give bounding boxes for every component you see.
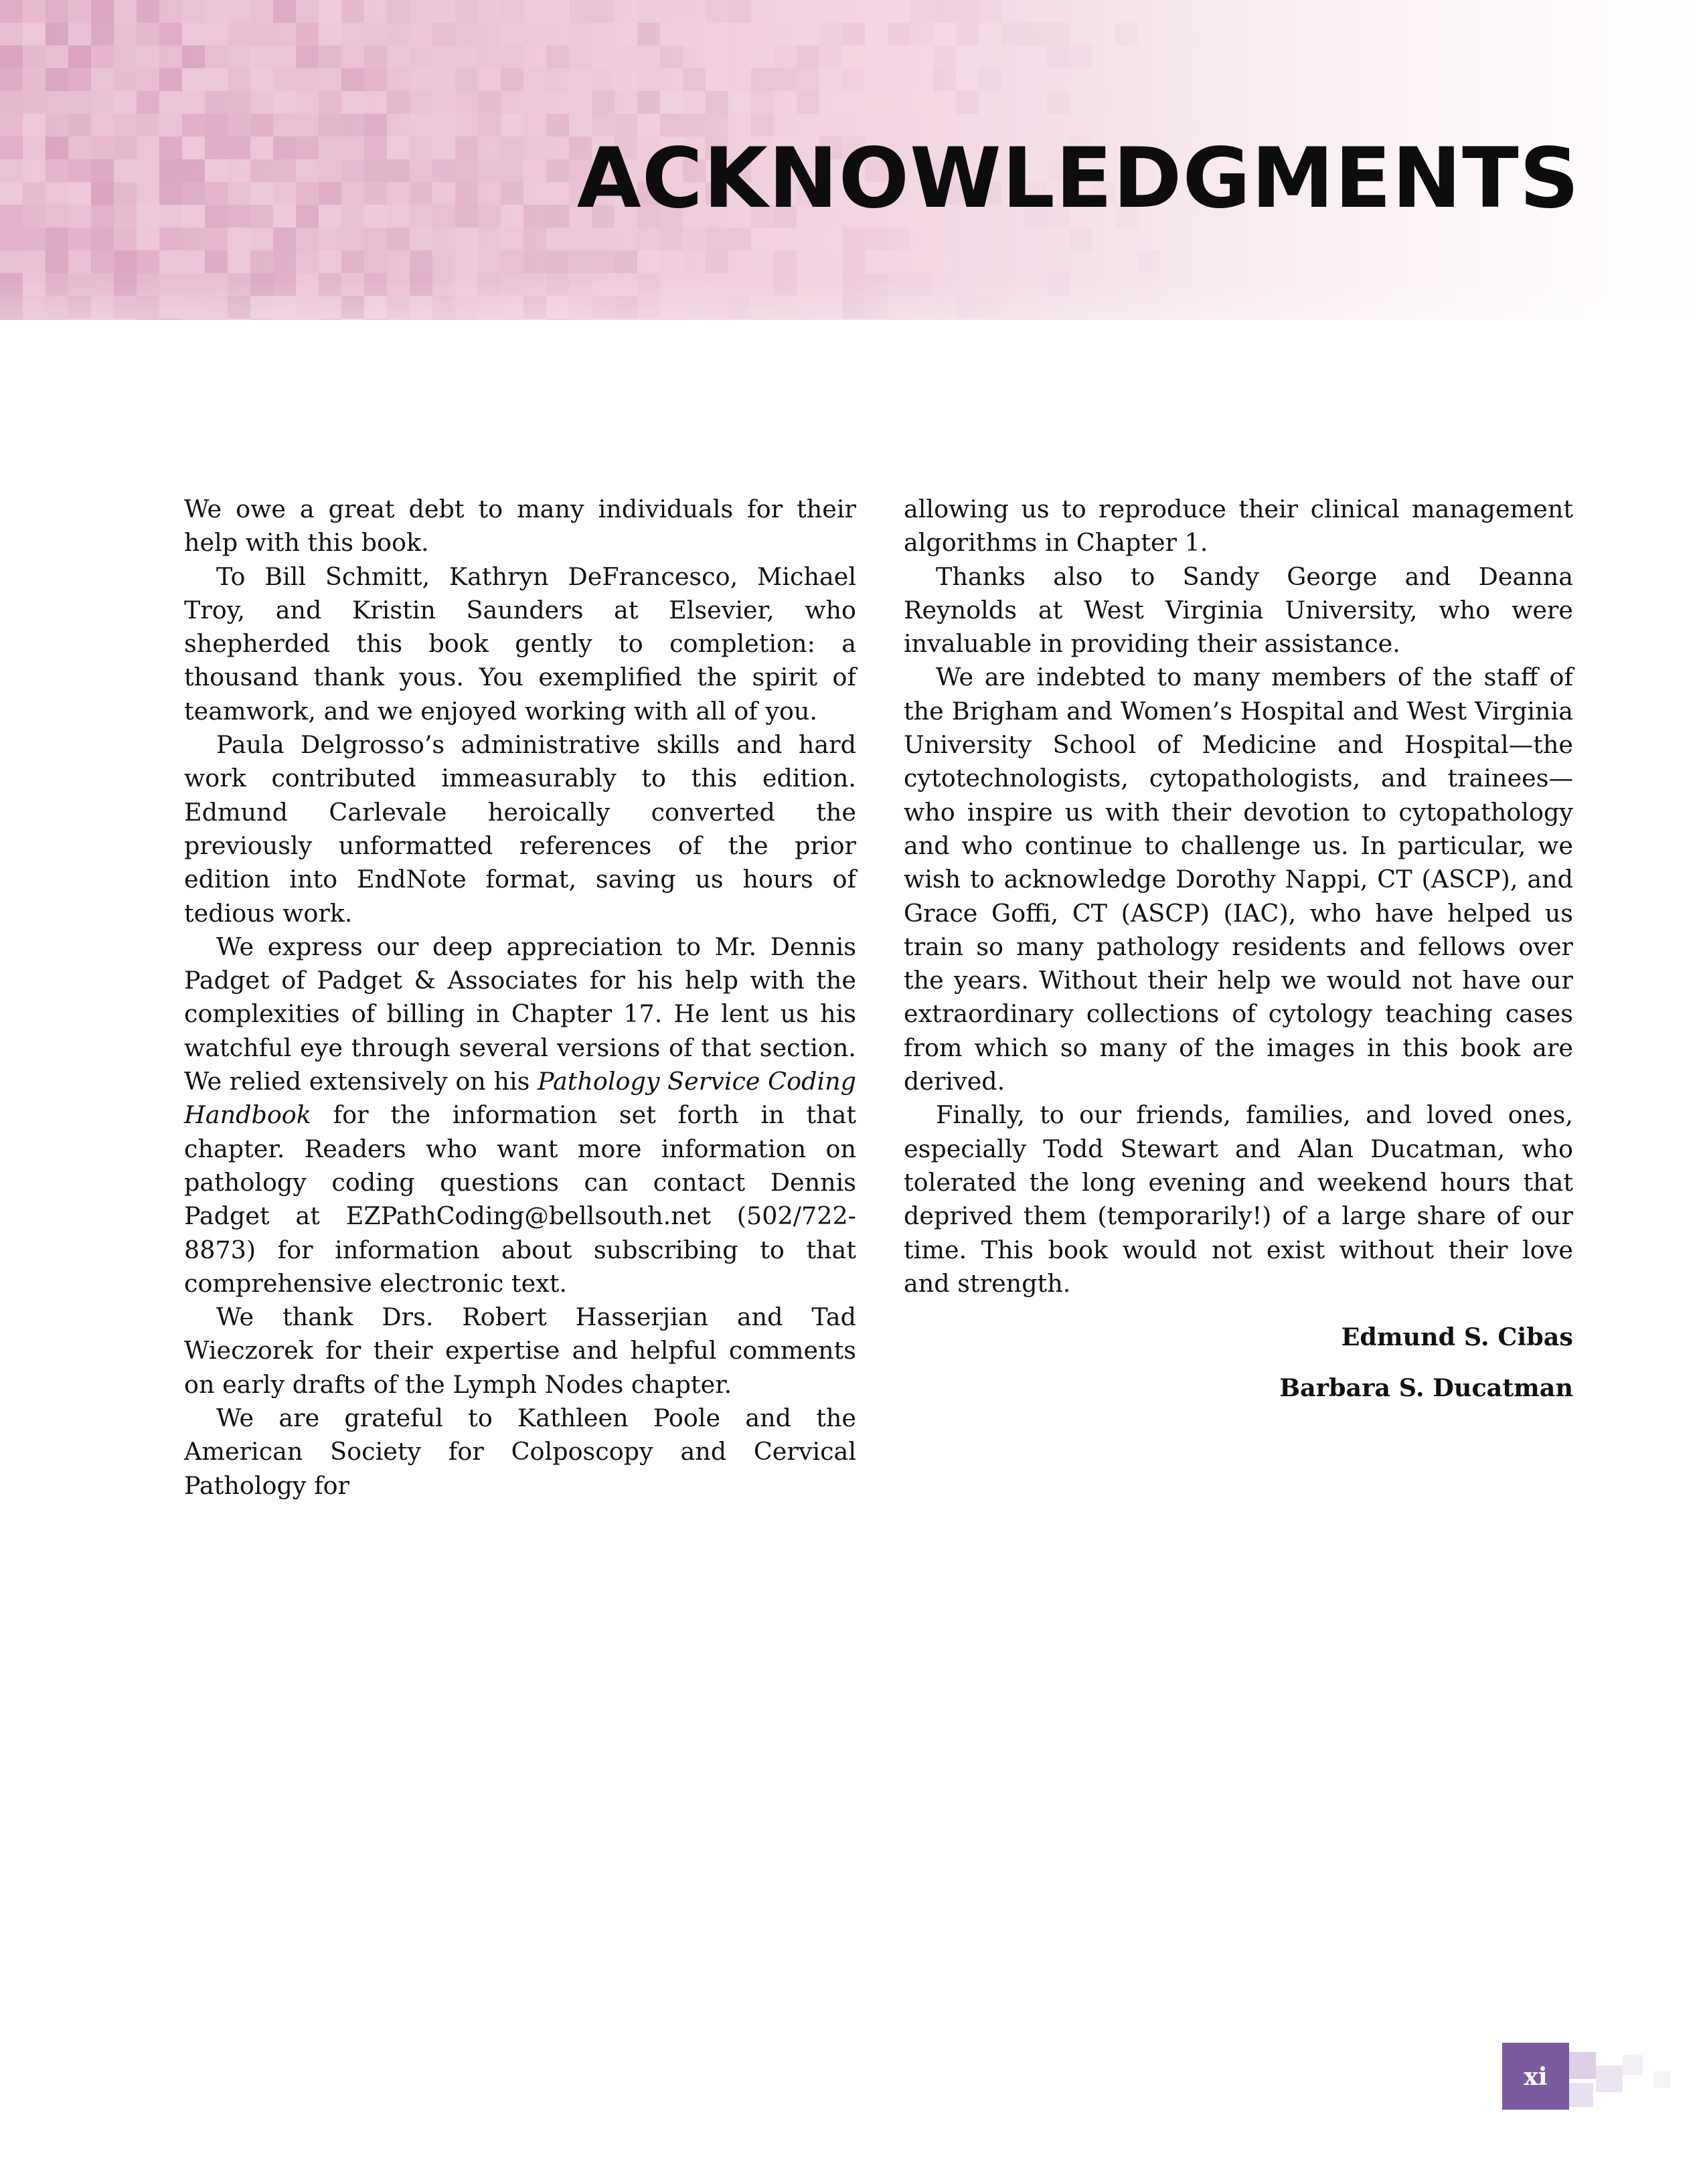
signature-name: Edmund S. Cibas — [1341, 1323, 1573, 1352]
page-title: ACKNOWLEDGMENTS — [576, 131, 1580, 227]
header-band — [0, 0, 1707, 320]
page-number: xi — [1524, 2063, 1548, 2091]
paragraph: We are indebted to many members of the staff of the Brigham and Women’s Hospital and West Virginia University School of Medicine and Hospital—the cytotechnologists, cytopathologists, and trainees—who inspire us with their devotion to cytopathology and who continue to challenge us. In particular, we wish to acknowledge Dorothy Nappi, CT (ASCP), and Grace Goffi, CT (ASCP) (IAC), who have helped us train so many pathology residents and fellows over the years. Without their help we would not have our extraordinary collections of cytology teaching cases from which so many of the images in this book are derived. — [904, 663, 1573, 1096]
signature-name: Barbara S. Ducatman — [1279, 1373, 1573, 1403]
right-column — [904, 493, 1573, 1422]
paragraph: We thank Drs. Robert Hasserjian and Tad Wieczorek for their expertise and helpful comments on early drafts of the Lymph Nodes chapter. — [184, 1303, 856, 1399]
paragraph-padget: We express our deep appreciation to Mr. Dennis Padget of Padget & Associates for his help with the complexities of billing in Chapter 17. He lent us his watchful eye through several versions of that section. We relied extensively on his Pathology Service Coding Handbook for the information set forth in that chapter. Readers who want more information on pathology coding questions can contact Dennis Padget at EZPathCoding@bellsouth.​net (502/722-8873) for information about subscribing to that comprehensive electronic text. — [184, 932, 856, 1298]
paragraph: We are grateful to Kathleen Poole and the American Society for Colposcopy and Cervical Pathology for — [184, 1404, 856, 1500]
left-column — [184, 493, 856, 1503]
book-title: Pathology Service Coding Handbook — [184, 1067, 856, 1130]
paragraph: Finally, to our friends, families, and loved ones, especially Todd Stewart and Alan Ducatman, who tolerated the long evening and weekend hours that deprived them (temporarily!) of a large share of our time. This book would not exist without their love and strength. — [904, 1100, 1573, 1298]
paragraph: Paula Delgrosso’s administrative skills and hard work contributed immeasurably to this edition. Edmund Carlevale heroically converted the previously unformatted references of the prior edition into EndNote format, saving us hours of tedious work. — [184, 730, 856, 928]
paragraph: We owe a great debt to many individuals for their help with this book. — [184, 495, 856, 558]
paragraph: Thanks also to Sandy George and Deanna Reynolds at West Virginia University, who were invaluable in providing their assistance. — [904, 562, 1573, 659]
page-number-block — [1502, 2043, 1569, 2110]
paragraph: To Bill Schmitt, Kathryn DeFrancesco, Michael Troy, and Kristin Saunders at Elsevier, who shepherded this book gently to completion: a thousand thank yous. You exemplified the spirit of teamwork, and we enjoyed working with all of you. — [184, 562, 856, 726]
signatures — [904, 1321, 1573, 1405]
paragraph-continued: allowing us to reproduce their clinical management algorithms in Chapter 1. — [904, 495, 1573, 558]
